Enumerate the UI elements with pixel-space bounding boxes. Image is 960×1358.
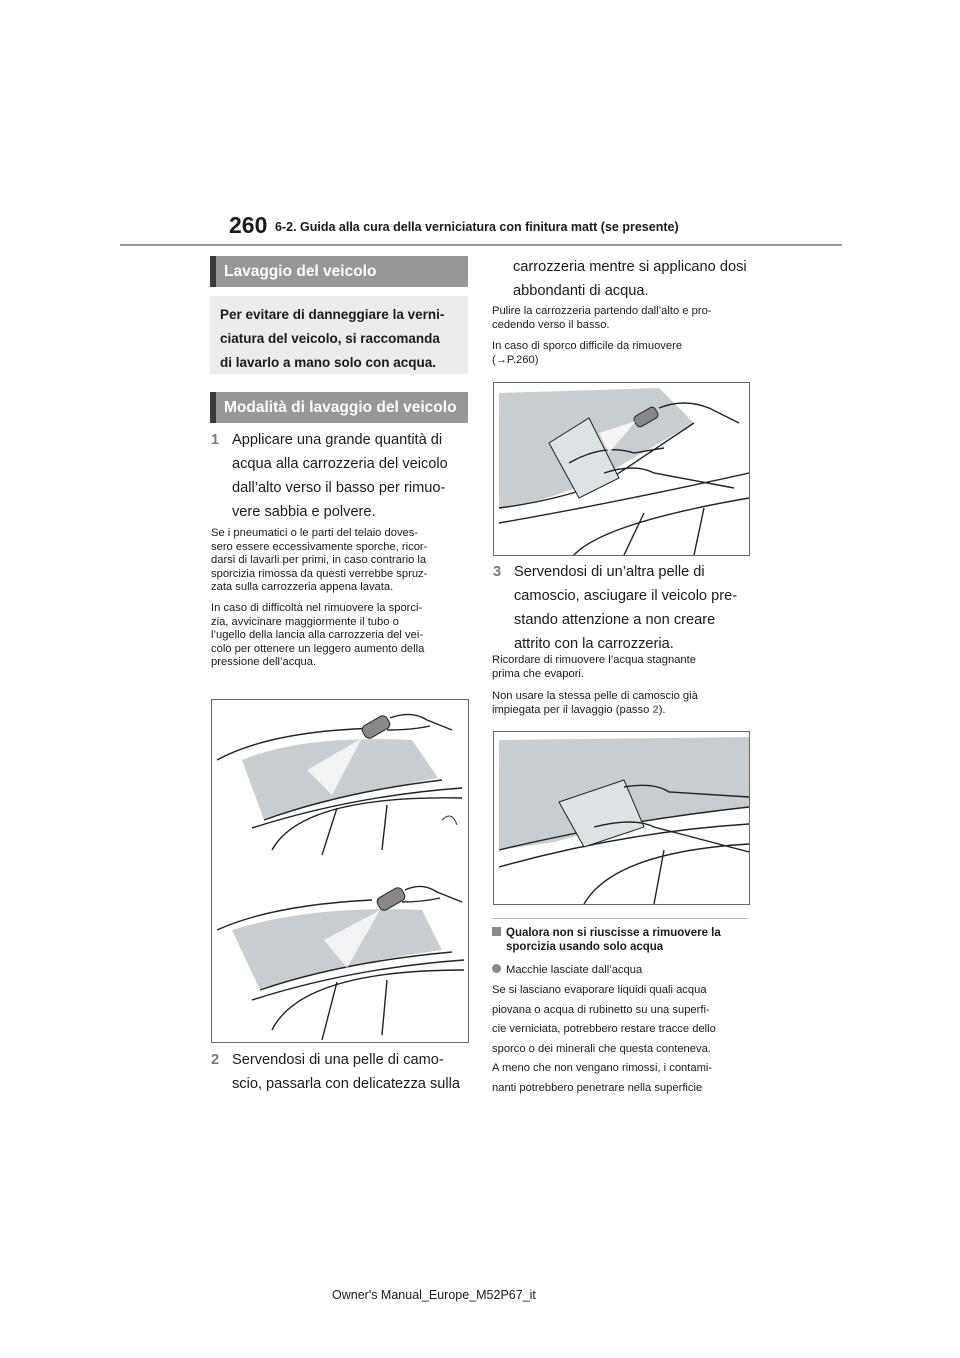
tip-line: nanti potrebbero penetrare nella superficie (492, 1081, 703, 1094)
note-line: zia, avvicinare maggiormente il tubo o (211, 615, 399, 628)
note-line: Pulire la carrozzeria partendo dall’alto e pro- (492, 305, 712, 317)
note-hard-dirt (492, 340, 754, 367)
step-line: attrito con la carrozzeria. (514, 636, 674, 652)
note-line: prima che evapori. (492, 667, 585, 680)
chamois-drying-drawing (494, 732, 749, 904)
step-line: abbondanti di acqua. (513, 283, 649, 299)
note-line (492, 704, 754, 718)
step-line: vere sabbia e polvere. (232, 504, 376, 520)
tip-line: Se si lasciano evaporare liquidi quali acqua (492, 984, 707, 996)
heading-marker (210, 256, 216, 287)
header-rule (120, 244, 842, 246)
note-tyres (211, 527, 473, 595)
heading-marker (210, 392, 216, 423)
page-number: 260 (229, 212, 268, 238)
tip-heading-text: Qualora non si riuscisse a rimuovere la (506, 927, 721, 939)
tip-heading (492, 927, 754, 954)
section-title: 6-2. Guida alla cura della verniciatura con finitura matt (se presente) (275, 220, 679, 234)
step-1 (211, 428, 471, 524)
tip-line: cie verniciata, potrebbero restare tracce dello (492, 1023, 716, 1035)
tip-body (492, 981, 754, 1098)
chamois-washing-drawing (494, 383, 749, 555)
tip-line: sporco o dei minerali che questa conteneva. (492, 1042, 711, 1055)
step-2-continued (513, 255, 773, 303)
note-line: In caso di sporco difficile da rimuovere (492, 340, 683, 352)
note-line: l’ugello della lancia alla carrozzeria del vei- (211, 629, 424, 641)
step-line: camoscio, asciugare il veicolo pre- (514, 588, 738, 604)
illustration-chamois-drying (493, 731, 750, 905)
note-line: sporcizia rimossa da questi verrebbe spruz- (211, 567, 428, 580)
note-line[interactable]: (→P.260) (492, 353, 539, 366)
section-heading-method (210, 392, 468, 423)
intro-line: Per evitare di danneggiare la verni- (220, 307, 445, 322)
note-line: zata sulla carrozzeria appena lavata. (211, 581, 394, 593)
step-line: Applicare una grande quantità di (232, 432, 443, 448)
note-line: In caso di difficoltà nel rimuovere la sporci- (211, 602, 423, 614)
section-divider (492, 918, 748, 919)
step-line: Servendosi di un’altra pelle di (514, 564, 705, 580)
tip-heading-line (492, 927, 754, 941)
step-line: carrozzeria mentre si applicano dosi (513, 259, 747, 275)
footer-doc-id: Owner's Manual_Europe_M52P67_it (332, 1288, 536, 1302)
note-pressure (211, 602, 473, 670)
note-separate-chamois (492, 690, 754, 717)
tip-line: A meno che non vengano rimossi, i contami- (492, 1062, 713, 1074)
note-line: Non usare la stessa pelle di camoscio già (492, 690, 698, 702)
step-3 (493, 560, 755, 656)
note-line: Se i pneumatici o le parti del telaio doves- (211, 527, 419, 539)
step-reference: 2 (652, 703, 659, 716)
step-line: scio, passarla con delicatezza sulla (232, 1076, 460, 1092)
intro-line: ciatura del veicolo, si raccomanda (220, 331, 440, 346)
step-line: acqua alla carrozzeria del veicolo (232, 456, 448, 472)
step-number: 1 (211, 432, 220, 448)
note-line: pressione dell’acqua. (211, 656, 317, 668)
intro-line: di lavarlo a mano solo con acqua. (220, 355, 437, 370)
note-line: darsi di lavarli per primi, in caso contrario la (211, 554, 427, 566)
step-number: 2 (211, 1052, 220, 1068)
circle-bullet-icon (492, 964, 501, 973)
note-line: Ricordare di rimuovere l’acqua stagnante (492, 654, 696, 666)
note-line: colo per ottenere un leggero aumento della (211, 642, 425, 655)
note-text: ). (658, 703, 666, 716)
note-line: cedendo verso il basso. (492, 318, 610, 331)
tip-heading-line: sporcizia usando solo acqua (506, 940, 664, 953)
note-line: sero essere eccessivamente sporche, ricor- (211, 540, 428, 553)
step-line: stando attenzione a non creare (514, 612, 716, 628)
intro-box (210, 296, 468, 374)
note-top-down (492, 305, 754, 332)
section-heading-washing (210, 256, 468, 287)
section-heading-text: Lavaggio del veicolo (224, 263, 377, 280)
step-line: Servendosi di una pelle di camo- (232, 1052, 444, 1068)
tip-subheading-text: Macchie lasciate dall’acqua (506, 964, 643, 976)
square-bullet-icon (492, 927, 501, 936)
note-standing-water (492, 654, 754, 681)
rinsing-drawing (212, 700, 468, 1042)
tip-subheading (492, 961, 754, 981)
note-text: impiegata per il lavaggio (passo (492, 703, 653, 716)
illustration-chamois-washing (493, 382, 750, 556)
section-heading-text: Modalità di lavaggio del veicolo (224, 399, 457, 416)
step-line: dall’alto verso il basso per rimuo- (232, 480, 446, 496)
step-number: 3 (493, 564, 502, 580)
illustration-rinsing-car (211, 699, 469, 1043)
step-2 (211, 1048, 473, 1096)
tip-line: piovana o acqua di rubinetto su una superfi- (492, 1003, 710, 1016)
